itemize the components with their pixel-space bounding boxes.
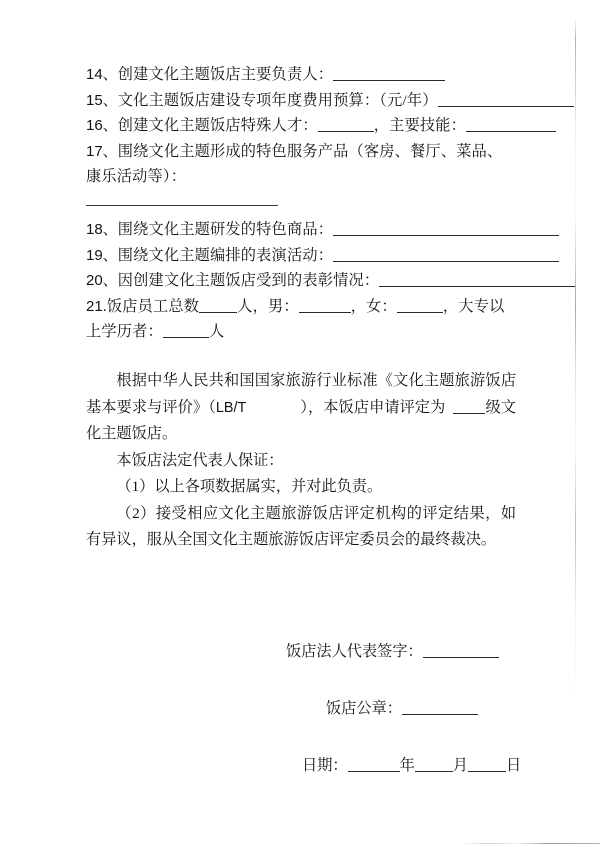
legal-rep-signature-label: 饭店法人代表签字：: [286, 643, 423, 660]
question-number-14: 14、: [86, 66, 118, 83]
date-year-blank[interactable]: [348, 757, 400, 772]
declaration-tail-text: 级文化主题饭店。: [86, 398, 517, 442]
question-number-21: 21.: [86, 297, 107, 315]
spacer: [86, 206, 514, 217]
question-item-19: [86, 243, 514, 269]
question-text-20: 因创建文化主题饭店受到的表彰情况：: [117, 272, 380, 290]
question-number-20: 20、: [86, 272, 118, 290]
date-month-blank[interactable]: [415, 757, 453, 772]
question-number-17: 17、: [86, 142, 118, 160]
question-number-19: 19、: [86, 246, 118, 264]
question-item-18: [86, 217, 514, 243]
question-item-17: [86, 139, 514, 190]
official-seal-blank[interactable]: [402, 700, 478, 715]
question-number-16: 16、: [86, 117, 118, 135]
question-text-14: 创建文化主题饭店主要负责人：: [117, 66, 334, 83]
date-day-unit: 日: [505, 757, 522, 774]
answer-blank-21-male[interactable]: [299, 298, 351, 313]
signature-block: [86, 640, 522, 775]
question-text-17: 围绕文化主题形成的特色服务产品（客房、餐厅、菜品、康乐活动等）：: [86, 142, 503, 186]
answer-blank-21-college[interactable]: [163, 323, 209, 338]
question-text-16b: ，主要技能：: [373, 117, 467, 135]
guarantee-item-1: （1）以上各项数据属实，并对此负责。: [116, 478, 383, 495]
date-month-unit: 月: [452, 757, 468, 774]
question-text-21-seg2: 人，男：: [237, 297, 299, 315]
legal-rep-signature-blank[interactable]: [423, 643, 499, 658]
questionnaire-items: [86, 62, 514, 345]
answer-blank-16b[interactable]: [466, 117, 556, 132]
official-seal-label: 饭店公章：: [326, 700, 402, 717]
question-item-16: [86, 113, 514, 139]
question-item-20: [86, 268, 514, 294]
question-text-15: 文化主题饭店建设专项年度费用预算：（元/年）: [117, 91, 438, 109]
question-text-19: 围绕文化主题编排的表演活动：: [117, 246, 334, 264]
question-item-15: [86, 88, 514, 114]
legal-rep-signature-row: [86, 640, 516, 661]
official-seal-row: [86, 697, 516, 718]
answer-blank-grade[interactable]: [453, 399, 485, 414]
answer-blank-19[interactable]: [333, 247, 559, 262]
declaration-standard-paragraph: [86, 368, 516, 448]
question-number-18: 18、: [86, 220, 118, 238]
answer-blank-21-total[interactable]: [199, 298, 237, 313]
question-text-21-seg5: 人: [208, 323, 225, 341]
date-label: 日期：: [302, 757, 348, 774]
scan-artifact-horizontal-line: [462, 843, 600, 844]
answer-blank-16a[interactable]: [318, 117, 374, 132]
date-year-unit: 年: [399, 757, 415, 774]
answer-blank-20[interactable]: [379, 272, 575, 287]
answer-blank-14[interactable]: [333, 66, 445, 81]
answer-blank-21-female[interactable]: [397, 298, 443, 313]
question-item-21: [86, 294, 514, 345]
declaration-block: [86, 368, 516, 554]
question-item-14: [86, 62, 514, 88]
answer-blank-15[interactable]: [438, 92, 574, 107]
date-day-blank[interactable]: [468, 757, 506, 772]
question-number-15: 15、: [86, 91, 118, 109]
guarantee-item-2: （2）接受相应文化主题旅游饭店评定机构的评定结果，如有异议，服从全国文化主题旅游饭店评定委员会的最终裁决。: [86, 504, 516, 548]
declaration-lead-text: 根据中华人民共和国国家旅游行业标准《文化主题旅游饭店基本要求与评价》（: [86, 372, 516, 416]
standard-code-label: LB/T: [215, 399, 247, 416]
scan-artifact-vertical-line: [575, 18, 576, 708]
answer-blank-18[interactable]: [333, 221, 559, 236]
declaration-mid-text: ），本饭店申请评定为: [300, 398, 446, 416]
guarantee-heading: 本饭店法定代表人保证：: [116, 451, 284, 469]
question-text-18: 围绕文化主题研发的特色商品：: [117, 220, 334, 238]
question-text-16a: 创建文化主题饭店特殊人才：: [117, 117, 318, 135]
question-text-21-seg4: ，大专以上学历者：: [86, 297, 505, 341]
question-text-21-seg1: 饭店员工总数: [106, 297, 200, 315]
question-text-21-seg3: ，女：: [350, 297, 397, 315]
date-row: [86, 754, 522, 775]
